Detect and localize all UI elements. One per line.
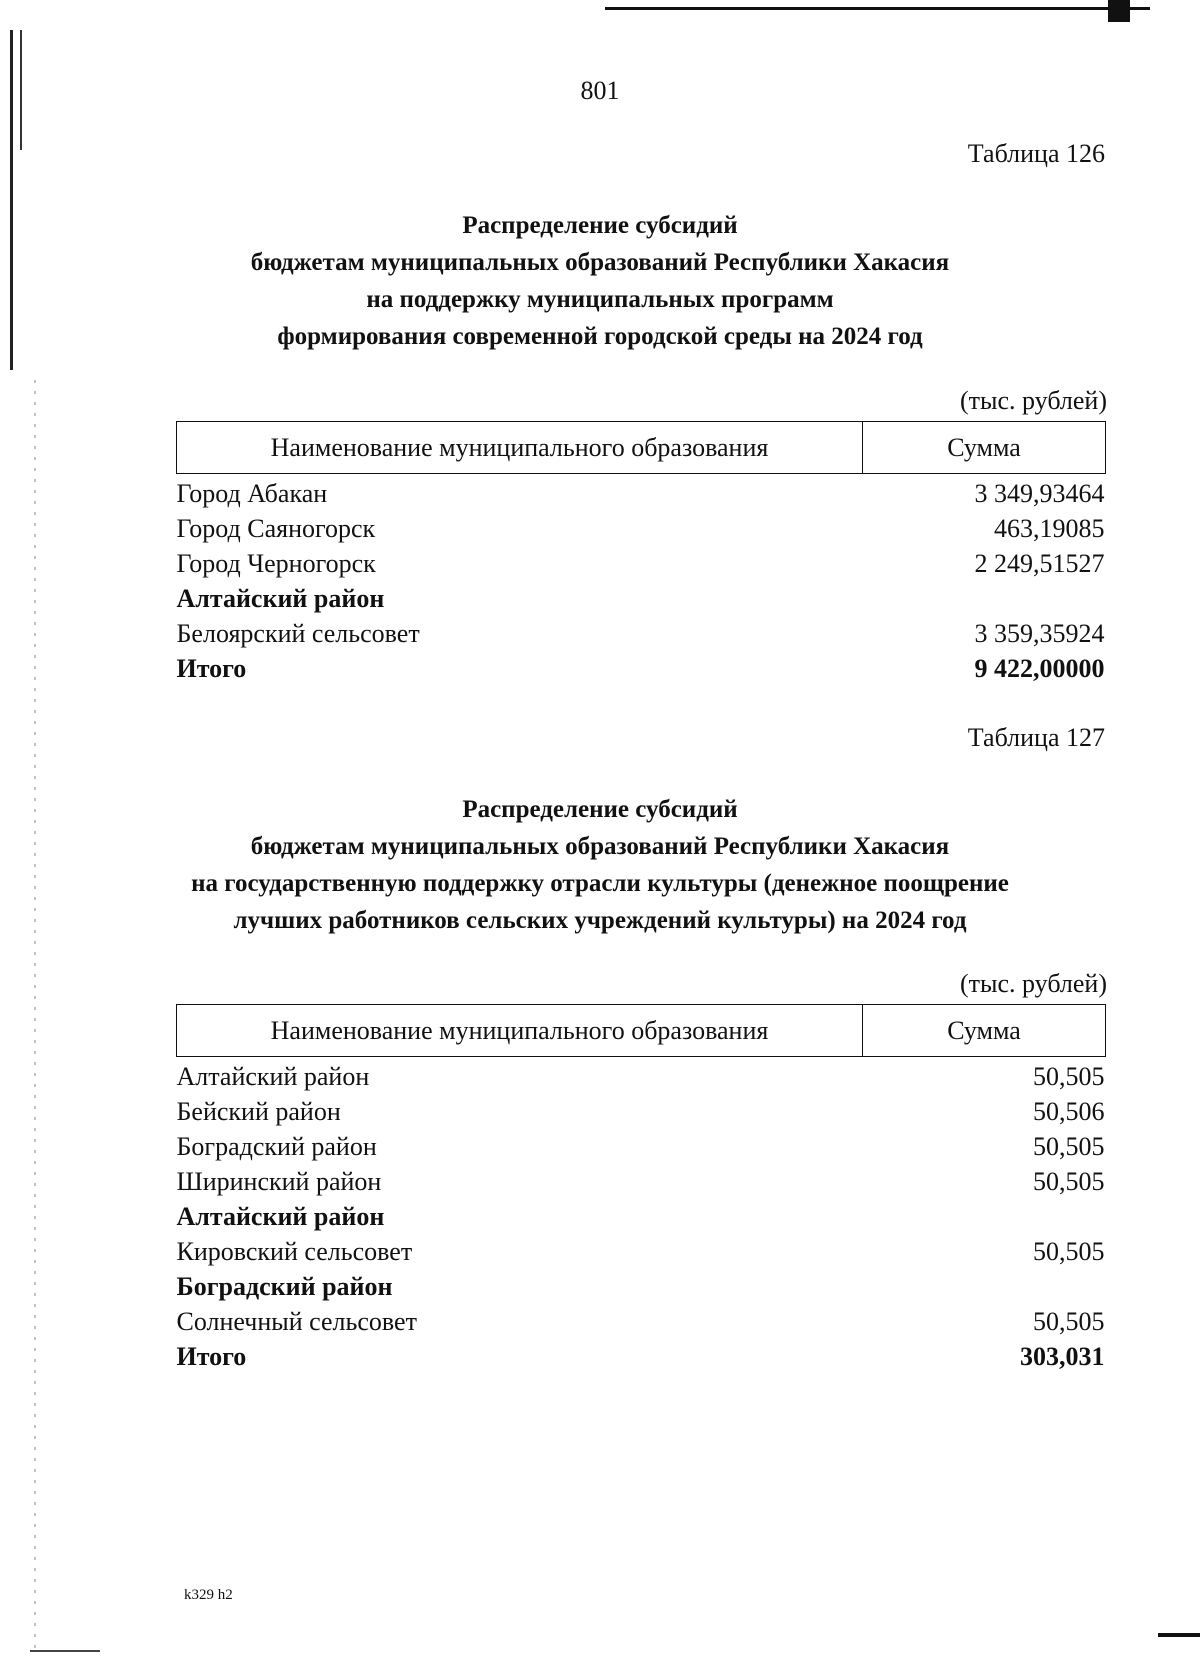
table-126 (176, 421, 1106, 686)
footer-code: k329 h2 (184, 1587, 233, 1603)
table-126-body (177, 474, 1106, 687)
table-row (177, 1304, 1106, 1339)
scan-corner-mark (1108, 0, 1130, 22)
amount-value: 303,031 (1020, 1342, 1105, 1371)
municipality-name: Ширинский район (176, 1167, 382, 1196)
amount-value: 2 249,51527 (974, 549, 1105, 578)
title-line: на поддержку муниципальных программ (366, 286, 834, 313)
municipality-name: Боградский район (176, 1132, 377, 1161)
column-header-amount: Сумма (863, 1005, 1106, 1057)
table-row-group (177, 1339, 1106, 1374)
amount-value (863, 581, 1106, 616)
scan-edge-mark (30, 1650, 100, 1652)
municipality-name: Город Саяногорск (176, 514, 376, 543)
table-row (177, 616, 1106, 651)
municipality-name: Кировский сельсовет (176, 1237, 413, 1266)
amount-value (863, 1269, 1106, 1304)
municipality-name: Боградский район (176, 1272, 393, 1301)
table-126-title (0, 207, 1200, 355)
amount-value: 50,505 (1033, 1307, 1105, 1336)
municipality-name: Город Абакан (176, 479, 328, 508)
municipality-name: Алтайский район (176, 1062, 370, 1091)
title-line: бюджетам муниципальных образований Республики Хакасия (250, 833, 950, 860)
municipality-name: Бейский район (176, 1097, 341, 1126)
column-header-name: Наименование муниципального образования (177, 1005, 863, 1057)
table-row-group (177, 581, 1106, 616)
amount-value: 50,506 (1033, 1097, 1105, 1126)
title-line: бюджетам муниципальных образований Республики Хакасия (250, 249, 950, 276)
table-row (177, 511, 1106, 546)
title-line: на государственную поддержку отрасли культуры (денежное поощрение (191, 870, 1009, 897)
table-126-label: Таблица 126 (967, 139, 1105, 168)
municipality-name: Солнечный сельсовет (176, 1307, 417, 1336)
amount-value: 3 359,35924 (974, 619, 1105, 648)
table-127 (176, 1004, 1106, 1374)
table-row-group (177, 1199, 1106, 1234)
table-127-units: (тыс. рублей) (959, 969, 1107, 998)
title-line: Распределение субсидий (462, 796, 738, 823)
scan-edge-line (605, 7, 1150, 10)
column-header-name: Наименование муниципального образования (177, 422, 863, 474)
municipality-name: Город Черногорск (176, 549, 376, 578)
amount-value: 463,19085 (994, 514, 1105, 543)
municipality-name: Итого (176, 1342, 247, 1371)
table-row (177, 1094, 1106, 1129)
table-127-label: Таблица 127 (967, 723, 1105, 752)
title-line: формирования современной городской среды на 2024 год (277, 323, 923, 350)
table-row-group (177, 651, 1106, 686)
amount-value (863, 1199, 1106, 1234)
scan-noise (34, 380, 36, 1650)
amount-value: 50,505 (1033, 1237, 1105, 1266)
amount-value: 3 349,93464 (974, 479, 1105, 508)
table-row (177, 1129, 1106, 1164)
title-line: лучших работников сельских учреждений культуры) на 2024 год (233, 907, 967, 934)
table-127-title (0, 791, 1200, 939)
column-header-amount: Сумма (863, 422, 1106, 474)
table-126-units: (тыс. рублей) (959, 386, 1107, 415)
municipality-name: Белоярский сельсовет (176, 619, 420, 648)
page-number: 801 (580, 76, 620, 105)
table-127-body (177, 1057, 1106, 1375)
table-row (177, 474, 1106, 512)
amount-value: 50,505 (1033, 1132, 1105, 1161)
title-line: Распределение субсидий (462, 212, 738, 239)
table-row (177, 546, 1106, 581)
table-row (177, 1164, 1106, 1199)
table-row (177, 1057, 1106, 1095)
table-row-group (177, 1269, 1106, 1304)
amount-value: 50,505 (1033, 1062, 1105, 1091)
municipality-name: Алтайский район (176, 584, 385, 613)
municipality-name: Алтайский район (176, 1202, 385, 1231)
table-row (177, 1234, 1106, 1269)
amount-value: 50,505 (1033, 1167, 1105, 1196)
municipality-name: Итого (176, 654, 247, 683)
scan-edge-mark (1158, 1633, 1200, 1637)
amount-value: 9 422,00000 (974, 654, 1105, 683)
